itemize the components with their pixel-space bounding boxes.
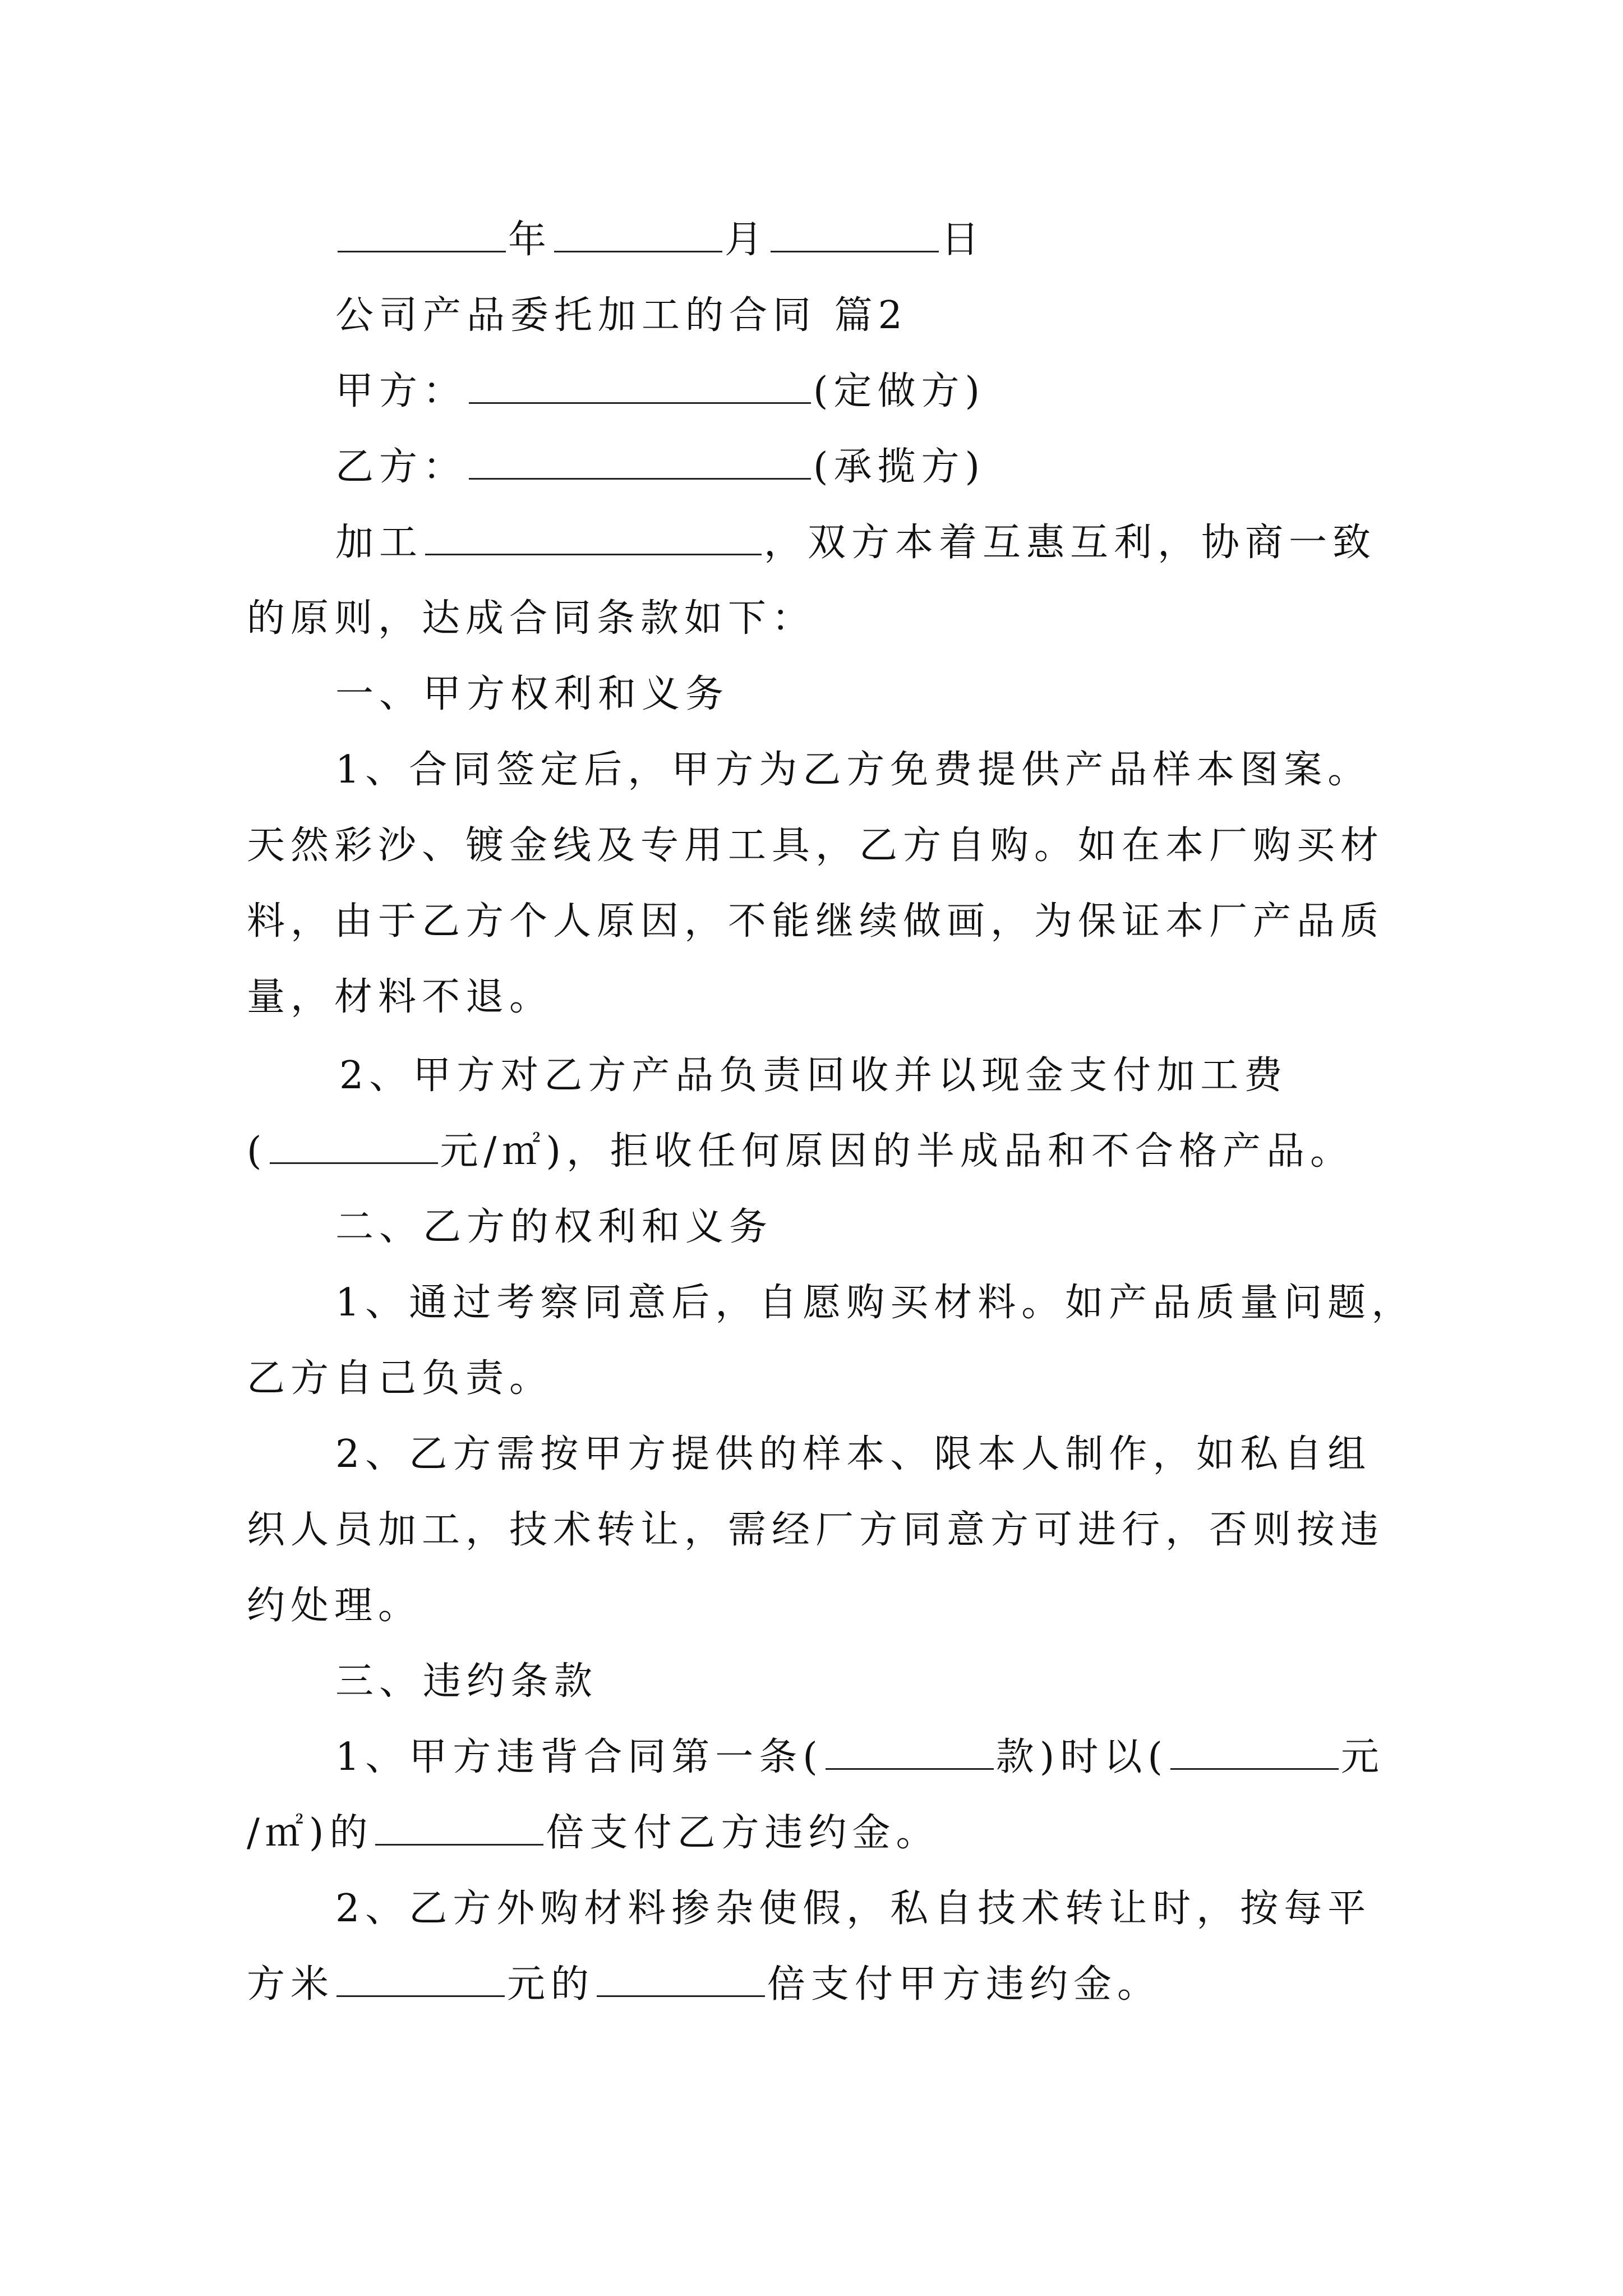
document-title: 公司产品委托加工的合同 篇2 bbox=[335, 293, 908, 338]
month-label: 月 bbox=[725, 218, 769, 262]
intro-blank bbox=[425, 519, 762, 555]
section-2-item-2-line-3: 约处理。 bbox=[247, 1584, 422, 1628]
section-1-item-2-line-1: 2、甲方对乙方产品负责回收并以现金支付加工费 bbox=[339, 1053, 1288, 1098]
party-a-label: 甲方： bbox=[335, 369, 467, 413]
day-label: 日 bbox=[941, 218, 985, 262]
breach-clause-text-3: 元 bbox=[1340, 1735, 1385, 1779]
section-3-item-2-line-2 bbox=[247, 1958, 1385, 2012]
section-1-item-1-line-4: 量，材料不退。 bbox=[247, 975, 554, 1019]
penalty-b-text: 倍支付甲方违约金。 bbox=[767, 1962, 1161, 2007]
section-2-item-1-line-1: 1、通过考察同意后，自愿购买材料。如产品质量问题， bbox=[335, 1281, 1415, 1325]
section-3-item-2-line-1: 2、乙方外购材料掺杂使假，私自技术转让时，按每平 bbox=[335, 1887, 1372, 1931]
breach-clause-text: 1、甲方违背合同第一条( bbox=[335, 1735, 823, 1779]
section-2-item-2-line-2: 织人员加工，技术转让，需经厂方同意方可进行，否则按违 bbox=[247, 1508, 1385, 1552]
party-a-blank bbox=[469, 367, 811, 404]
per-sqm-text: 方米 bbox=[247, 1962, 335, 2007]
rate-blank bbox=[1170, 1733, 1339, 1770]
year-label: 年 bbox=[508, 218, 552, 262]
section-3-item-1-line-1 bbox=[335, 1731, 1401, 1784]
intro-prefix: 加工 bbox=[335, 521, 423, 565]
year-blank bbox=[338, 216, 506, 252]
section-2-item-1-line-2: 乙方自己负责。 bbox=[247, 1356, 554, 1401]
intro-suffix: ，双方本着互惠互利，协商一致 bbox=[764, 521, 1377, 565]
party-b-label: 乙方： bbox=[335, 445, 467, 489]
party-a-role: (定做方) bbox=[813, 369, 986, 413]
date-line bbox=[335, 213, 1401, 267]
multiple-blank-a bbox=[375, 1809, 543, 1846]
month-blank bbox=[554, 216, 722, 252]
breach-penalty-text: 倍支付乙方违约金。 bbox=[546, 1811, 940, 1855]
section-2-item-2-line-1: 2、乙方需按甲方提供的样本、限本人制作，如私自组 bbox=[335, 1432, 1372, 1476]
day-blank bbox=[771, 216, 939, 252]
section-1-item-1-line-1: 1、合同签定后，甲方为乙方免费提供产品样本图案。 bbox=[335, 748, 1372, 792]
section-1-heading: 一、甲方权利和义务 bbox=[335, 672, 730, 716]
multiple-blank-b bbox=[597, 1961, 765, 1997]
yuan-text: 元的 bbox=[507, 1962, 595, 2007]
breach-clause-text-2: 款)时以( bbox=[995, 1735, 1168, 1779]
section-3-heading: 三、违约条款 bbox=[335, 1659, 598, 1704]
clause-number-blank bbox=[826, 1733, 994, 1770]
section-1-item-1-line-2: 天然彩沙、镀金线及专用工具，乙方自购。如在本厂购买材 bbox=[247, 823, 1385, 868]
section-3-item-1-line-2 bbox=[247, 1806, 1385, 1860]
fee-blank bbox=[270, 1128, 438, 1164]
party-b-role: (承揽方) bbox=[813, 445, 986, 489]
party-b-line bbox=[335, 440, 1401, 494]
price-blank bbox=[336, 1961, 505, 1997]
fee-suffix: 元/㎡)，拒收任何原因的半成品和不合格产品。 bbox=[440, 1129, 1354, 1174]
section-2-heading: 二、乙方的权利和义务 bbox=[335, 1205, 773, 1249]
section-1-item-2-line-2 bbox=[247, 1125, 1385, 1179]
intro-line-1 bbox=[335, 516, 1401, 570]
section-1-item-1-line-3: 料，由于乙方个人原因，不能继续做画，为保证本厂产品质 bbox=[247, 899, 1385, 944]
party-a-line bbox=[335, 365, 1401, 418]
party-b-blank bbox=[469, 443, 811, 480]
fee-open-paren: ( bbox=[247, 1129, 268, 1174]
breach-unit-text: /㎡)的 bbox=[247, 1811, 374, 1855]
intro-line-2: 的原则，达成合同条款如下： bbox=[247, 596, 816, 641]
